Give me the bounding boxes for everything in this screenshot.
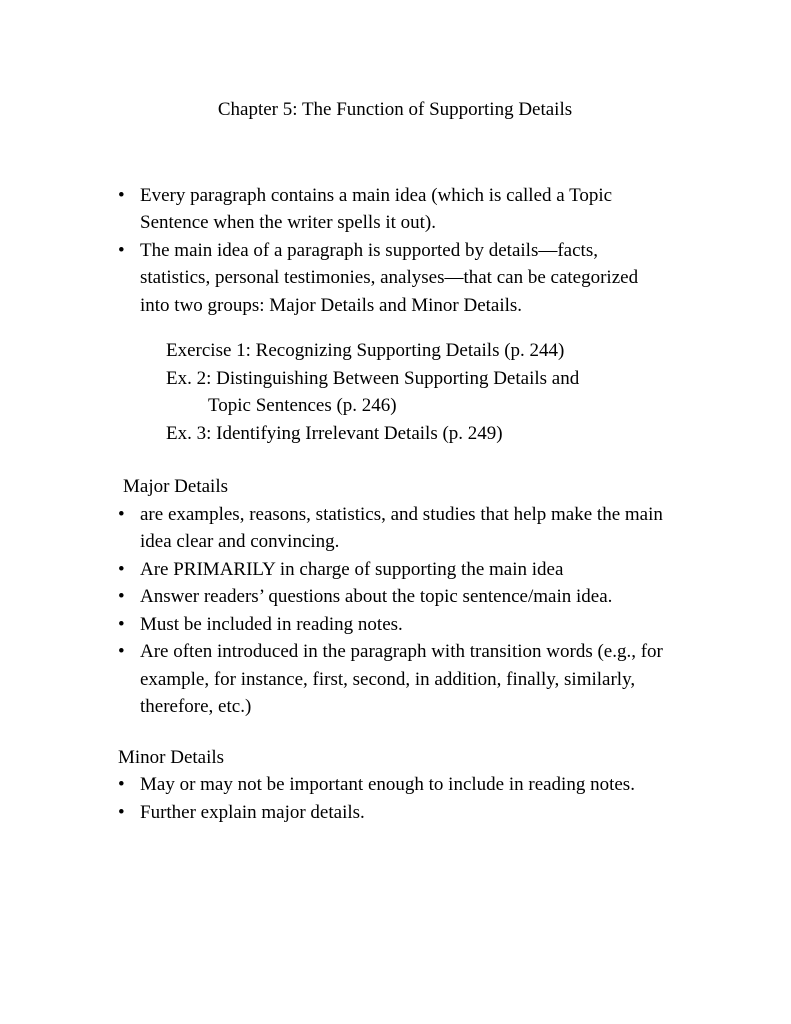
bullet-icon: • — [118, 586, 125, 607]
list-item-text: Every paragraph contains a main idea (which is called a Topic Sentence when the writer spells it out). — [140, 184, 613, 233]
list-item — [118, 583, 672, 611]
list-item — [118, 556, 672, 584]
bullet-icon: • — [118, 558, 125, 580]
bullet-icon: • — [118, 774, 125, 795]
list-item-text: Are PRIMARILY in charge of supporting the main idea — [140, 558, 564, 580]
bullet-icon: • — [118, 641, 125, 662]
bullet-icon: • — [118, 801, 125, 823]
minor-details-heading: Minor Details — [118, 746, 225, 768]
list-item-text: Answer readers’ questions about the topic sentence/main idea. — [140, 586, 613, 607]
list-item — [118, 237, 672, 320]
bullet-icon: • — [118, 239, 125, 261]
exercise-line: Ex. 2: Distinguishing Between Supporting Details and — [166, 367, 580, 389]
list-item-text: May or may not be important enough to include in reading notes. — [140, 774, 635, 795]
minor-details-section — [118, 744, 672, 827]
exercise-line: Ex. 3: Identifying Irrelevant Details (p. 249) — [166, 422, 503, 444]
page-title: Chapter 5: The Function of Supporting Details — [217, 99, 573, 120]
list-item — [118, 611, 672, 639]
exercise-list — [118, 337, 672, 447]
bullet-icon: • — [118, 503, 125, 525]
list-item — [118, 799, 672, 827]
major-details-section — [118, 473, 672, 721]
list-item — [118, 638, 672, 721]
list-item — [118, 182, 672, 237]
list-item-text: Must be included in reading notes. — [140, 613, 403, 635]
bullet-icon: • — [118, 184, 125, 206]
list-item-text: are examples, reasons, statistics, and studies that help make the main idea clear and convincing. — [140, 503, 663, 552]
major-details-heading: Major Details — [123, 476, 229, 497]
minor-details-list — [118, 771, 672, 826]
list-item-text: The main idea of a paragraph is supported by details—facts, statistics, personal testimonies, analyses—that can be categorized into two groups: Major Details and Minor Details. — [140, 239, 639, 316]
exercise-line: Exercise 1: Recognizing Supporting Details (p. 244) — [166, 340, 565, 361]
list-item — [118, 771, 672, 799]
list-item-text: Are often introduced in the paragraph with transition words (e.g., for example, for instance, first, second, in addition, finally, similarly, therefore, etc.) — [140, 641, 663, 717]
intro-bullet-list — [118, 182, 672, 320]
bullet-icon: • — [118, 613, 125, 635]
list-item — [118, 501, 672, 556]
major-details-list — [118, 501, 672, 721]
list-item-text: Further explain major details. — [140, 801, 365, 823]
exercise-line-continuation: Topic Sentences (p. 246) — [208, 395, 397, 416]
